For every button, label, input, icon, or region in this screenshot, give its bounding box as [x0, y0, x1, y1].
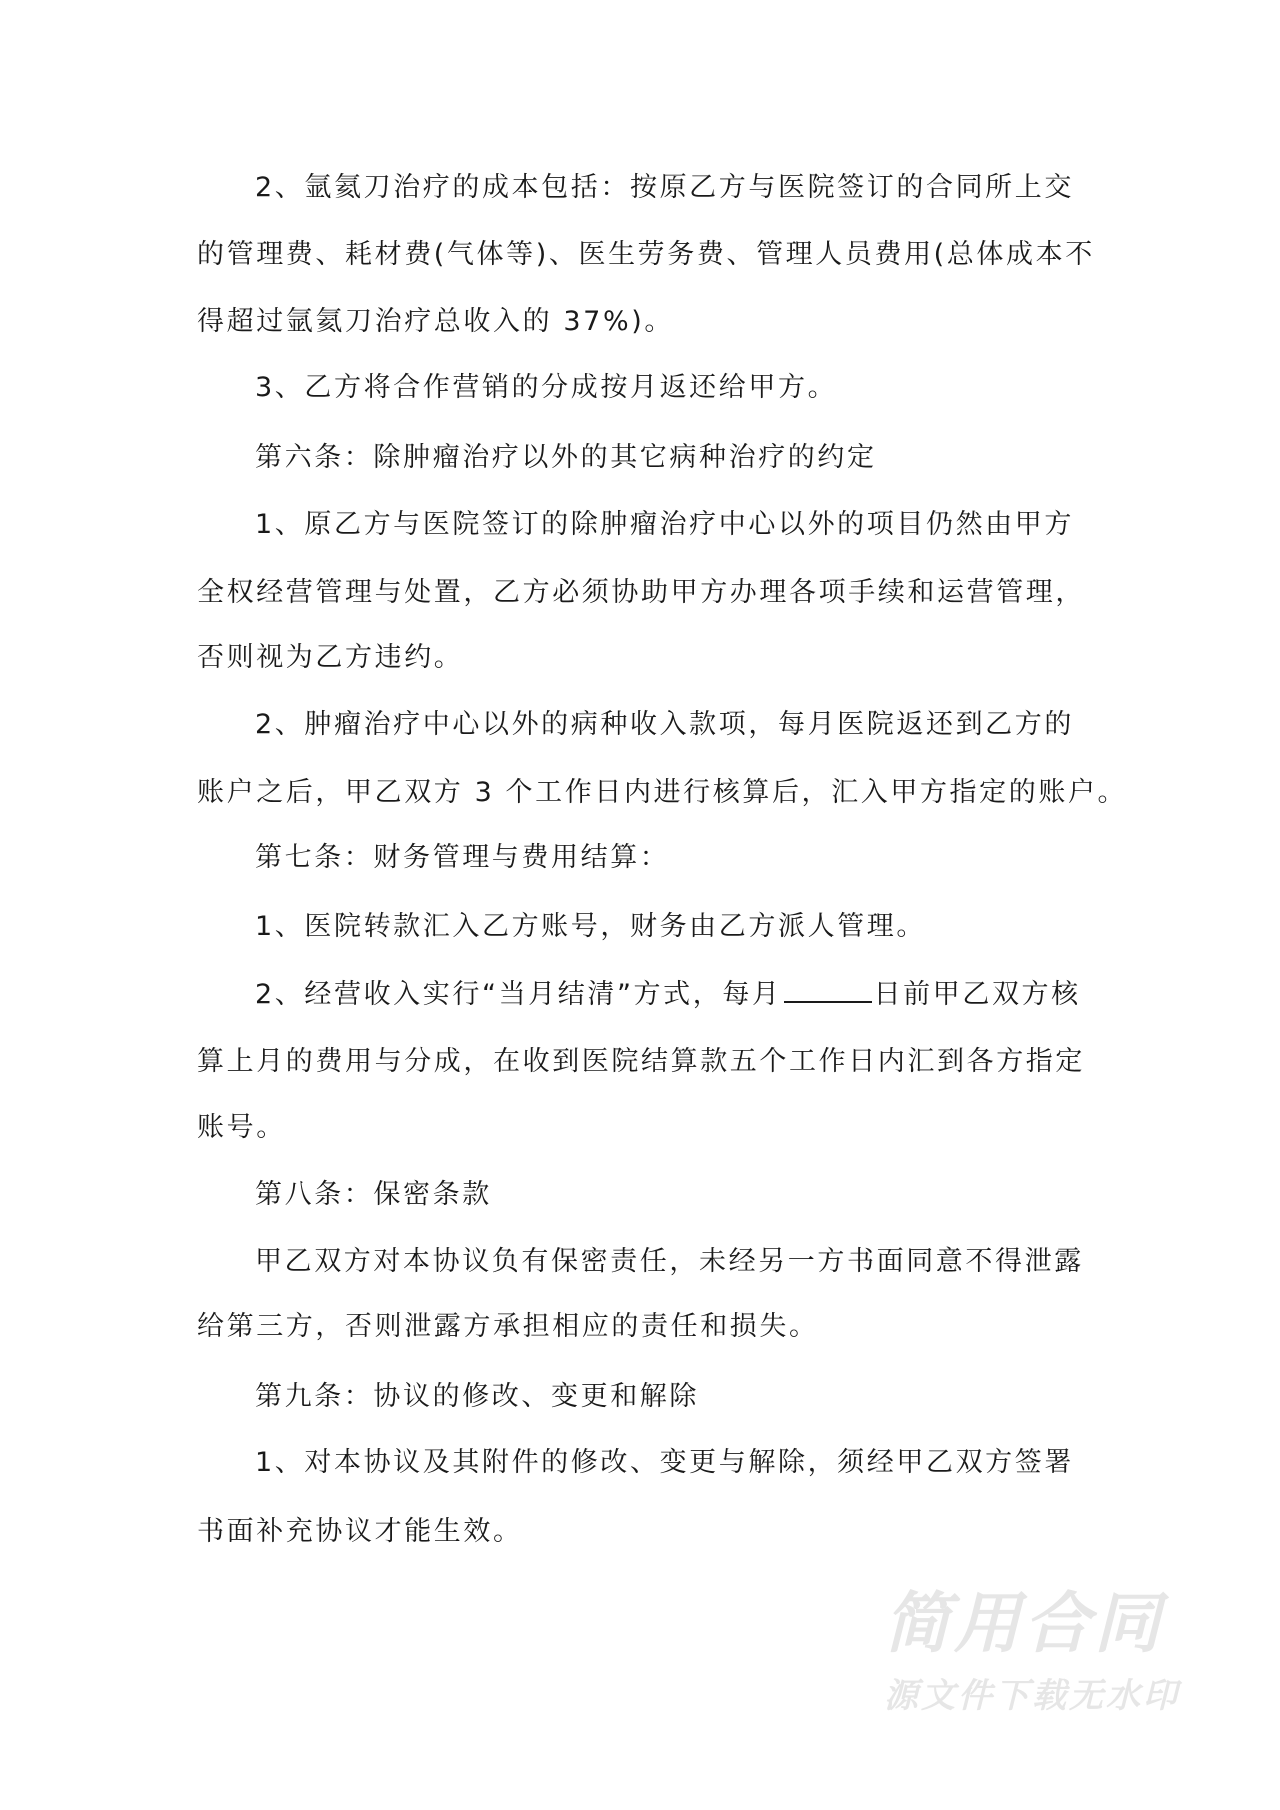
- paragraph-line: 2、肿瘤治疗中心以外的病种收入款项，每月医院返还到乙方的: [255, 709, 1074, 740]
- paragraph-line: 算上月的费用与分成，在收到医院结算款五个工作日内汇到各方指定: [197, 1046, 1085, 1077]
- paragraph-line: 3、乙方将合作营销的分成按月返还给甲方。: [255, 372, 838, 403]
- article-heading: 第六条：除肿瘤治疗以外的其它病种治疗的约定: [255, 442, 877, 473]
- paragraph-line: 1、对本协议及其附件的修改、变更与解除，须经甲乙双方签署: [255, 1447, 1074, 1478]
- paragraph-line: 否则视为乙方违约。: [197, 642, 464, 673]
- paragraph-line: 给第三方，否则泄露方承担相应的责任和损失。: [197, 1311, 819, 1342]
- paragraph-text: 日前甲乙双方核: [873, 979, 1081, 1010]
- paragraph-line: 账户之后，甲乙双方 3 个工作日内进行核算后，汇入甲方指定的账户。: [197, 777, 1128, 808]
- paragraph-line: 2、氩氦刀治疗的成本包括：按原乙方与医院签订的合同所上交: [255, 172, 1074, 203]
- paragraph-line: 得超过氩氦刀治疗总收入的 37%)。: [197, 306, 674, 337]
- paragraph-line: 的管理费、耗材费(气体等)、医生劳务费、管理人员费用(总体成本不: [197, 239, 1095, 270]
- watermark-title: 简用合同: [884, 1585, 1164, 1662]
- article-heading: 第九条：协议的修改、变更和解除: [255, 1381, 699, 1412]
- paragraph-line: 全权经营管理与处置，乙方必须协助甲方办理各项手续和运营管理，: [197, 577, 1085, 608]
- paragraph-line: 1、原乙方与医院签订的除肿瘤治疗中心以外的项目仍然由甲方: [255, 509, 1074, 540]
- paragraph-line: [255, 975, 1155, 1015]
- paragraph-text: 2、经营收入实行“当月结清”方式，每月: [255, 979, 782, 1010]
- paragraph-line: 书面补充协议才能生效。: [197, 1516, 523, 1547]
- paragraph-line: 1、医院转款汇入乙方账号，财务由乙方派人管理。: [255, 911, 926, 942]
- article-heading: 第八条：保密条款: [255, 1179, 492, 1210]
- article-heading: 第七条：财务管理与费用结算：: [255, 842, 670, 873]
- paragraph-line: 甲乙双方对本协议负有保密责任，未经另一方书面同意不得泄露: [255, 1246, 1084, 1277]
- watermark-subtitle: 源文件下载无水印: [884, 1676, 1180, 1716]
- paragraph-line: 账号。: [197, 1112, 286, 1143]
- fill-in-blank: [784, 975, 872, 1003]
